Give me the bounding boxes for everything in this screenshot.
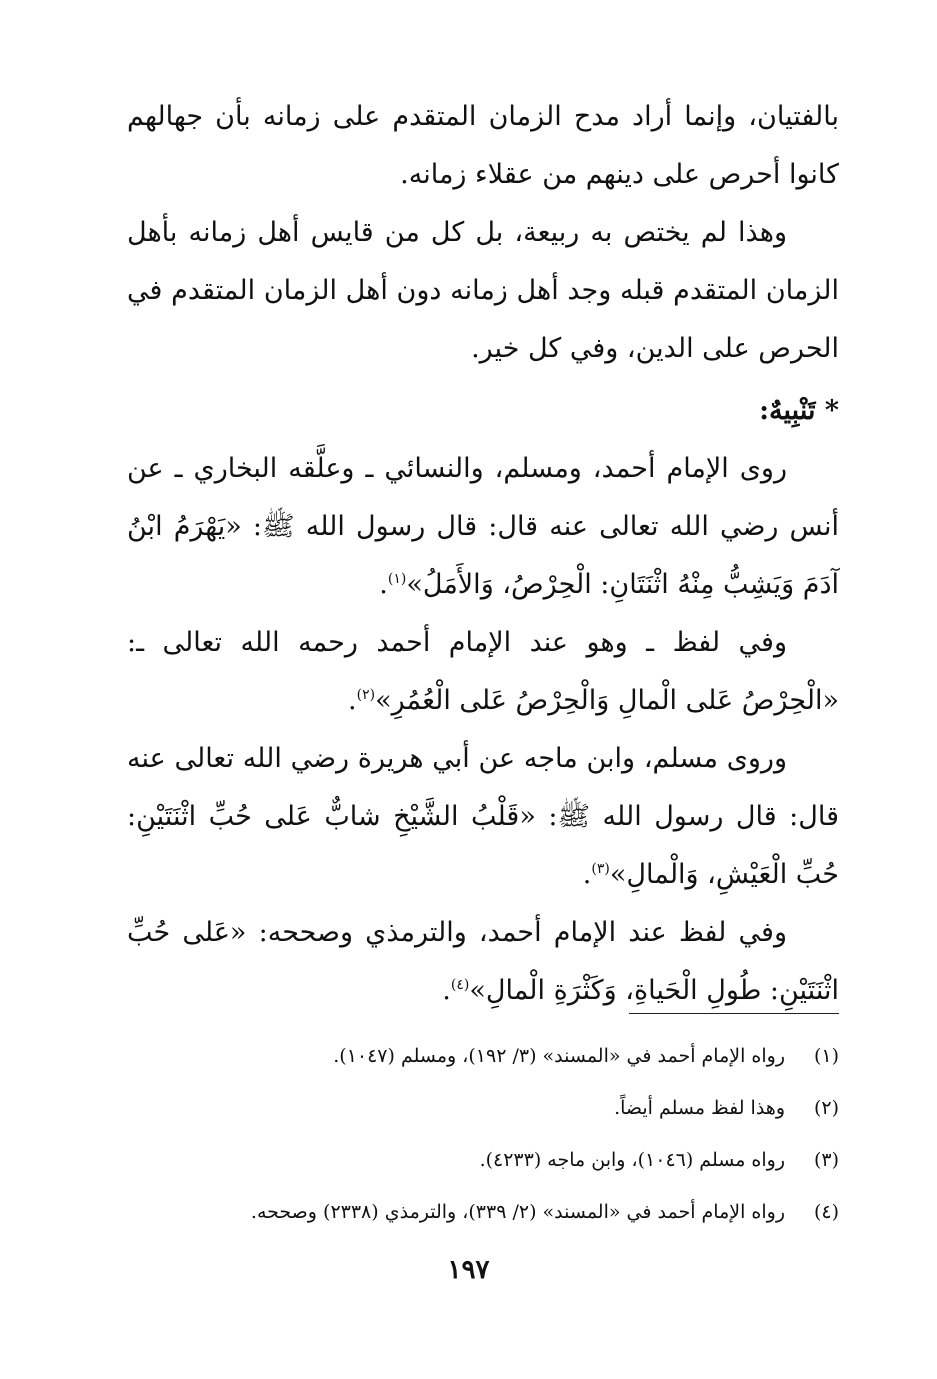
main-text-block	[127, 88, 839, 1020]
footnote-number: (١)	[813, 1045, 839, 1067]
footnote-text: رواه مسلم (١٠٤٦)، وابن ماجه (٤٢٣٣).	[479, 1149, 785, 1171]
footnote-ref-4: (٤)	[450, 977, 470, 993]
footnote-separator	[629, 1013, 839, 1014]
footnote-number: (٢)	[813, 1097, 839, 1119]
paragraph-6	[127, 904, 839, 1020]
paragraph-6-end: .	[442, 975, 451, 1006]
paragraph-2: وهذا لم يختص به ربيعة، بل كل من قايس أهل زمانه بأهل الزمان المتقدم قبله وجد أهل زمانه دون أهل الزمان المتقدم في الحرص على الدين، وفي كل خير.	[127, 217, 839, 364]
footnote-item	[127, 1134, 839, 1186]
paragraph-5-end: .	[582, 859, 592, 890]
footnote-text: رواه الإمام أحمد في «المسند» (٣/ ١٩٢)، ومسلم (١٠٤٧).	[333, 1045, 785, 1067]
paragraph-6-text: وفي لفظ عند الإمام أحمد، والترمذي وصححه: «عَلى حُبِّ اثْنَتَيْنِ: طُولِ الْحَياةِ، وَكَثْرَةِ الْمالِ»	[127, 917, 839, 1006]
paragraph-5	[127, 730, 839, 904]
footnote-ref-2: (٢)	[356, 687, 376, 703]
page-number: ١٩٧	[447, 1255, 490, 1285]
footnote-item	[127, 1186, 839, 1238]
paragraph-3-text: روى الإمام أحمد، ومسلم، والنسائي ـ وعلَّقه البخاري ـ عن أنس رضي الله تعالى عنه قال: قال رسول الله ﷺ: «يَهْرَمُ ابْنُ آدَمَ وَيَشِبُّ مِنْهُ اثْنَتَانِ: الْحِرْصُ، وَالأَمَلُ»	[127, 453, 839, 600]
footnote-text: وهذا لفظ مسلم أيضاً.	[614, 1097, 785, 1119]
footnotes	[127, 1030, 839, 1238]
footnote-ref-1: (١)	[387, 571, 407, 587]
footnote-ref-3: (٣)	[591, 861, 610, 877]
section-heading: * تَنْبِيهٌ:	[759, 395, 839, 426]
footnote-number: (٣)	[813, 1149, 839, 1171]
paragraph-5-text: وروى مسلم، وابن ماجه عن أبي هريرة رضي الله تعالى عنه قال: قال رسول الله ﷺ: «قَلْبُ الشَّيْخِ شابٌّ عَلى حُبِّ اثْنَتَيْنِ: حُبِّ الْعَيْشِ، وَالْمالِ»	[127, 743, 839, 890]
paragraph-1: بالفتيان، وإنما أراد مدح الزمان المتقدم على زمانه بأن جهالهم كانوا أحرص على دينهم من عقلاء زمانه.	[127, 101, 839, 190]
paragraph-3-end: .	[379, 569, 388, 600]
footnote-text: رواه الإمام أحمد في «المسند» (٢/ ٣٣٩)، والترمذي (٢٣٣٨) وصححه.	[250, 1201, 785, 1223]
paragraph-4	[127, 614, 839, 730]
paragraph-4-text: وفي لفظ ـ وهو عند الإمام أحمد رحمه الله تعالى ـ: «الْحِرْصُ عَلى الْمالِ وَالْحِرْصُ عَلى الْعُمُرِ»	[127, 627, 839, 716]
footnote-item	[127, 1082, 839, 1134]
footnote-number: (٤)	[813, 1201, 839, 1223]
paragraph-3	[127, 440, 839, 614]
footnote-item	[127, 1030, 839, 1082]
paragraph-4-end: .	[348, 685, 357, 716]
